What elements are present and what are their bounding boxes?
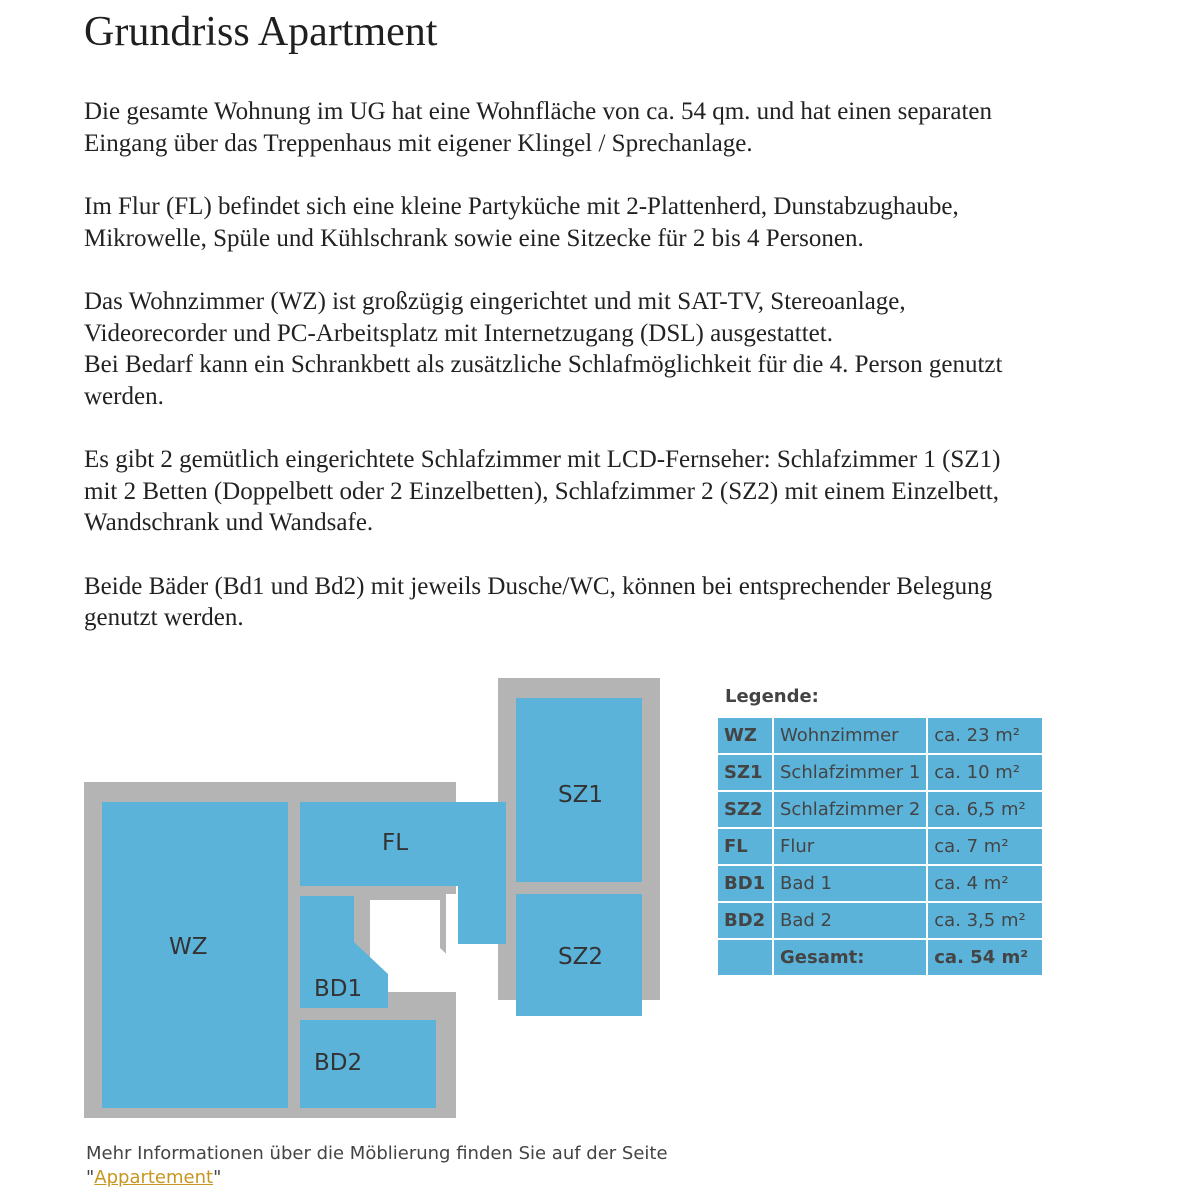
legend-row <box>718 829 1042 864</box>
legend-area: ca. 3,5 m² <box>928 903 1042 938</box>
text-line: Das Wohnzimmer (WZ) ist großzügig eingerichtet und mit SAT-TV, Stereoanlage, <box>84 288 906 315</box>
legend-area: ca. 7 m² <box>928 829 1042 864</box>
description-text <box>84 96 1124 666</box>
floor-plan <box>84 678 664 1122</box>
quote-open: " <box>86 1167 95 1188</box>
floor-plan-drawing <box>84 678 664 1122</box>
legend-total-area: ca. 54 m² <box>928 940 1042 975</box>
legend-room-name: Bad 2 <box>774 903 926 938</box>
legend-row <box>718 755 1042 790</box>
legend-area: ca. 6,5 m² <box>928 792 1042 827</box>
legend-abbr <box>718 940 772 975</box>
legend-room-name: Schlafzimmer 1 <box>774 755 926 790</box>
text-line: genutzt werden. <box>84 604 244 631</box>
paragraph-overview <box>84 96 1124 159</box>
legend-total-row <box>718 940 1042 975</box>
legend-row <box>718 718 1042 753</box>
text-line: Im Flur (FL) befindet sich eine kleine Partyküche mit 2-Plattenherd, Dunstabzughaube, <box>84 193 959 220</box>
legend-room-name: Flur <box>774 829 926 864</box>
footer-link-line <box>86 1166 668 1190</box>
paragraph-flur <box>84 191 1124 254</box>
legend-table <box>716 716 1044 977</box>
text-line: Mikrowelle, Spüle und Kühlschrank sowie eine Sitzecke für 2 bis 4 Personen. <box>84 224 864 252</box>
legend-abbr: BD1 <box>718 866 772 901</box>
legend-abbr: BD2 <box>718 903 772 938</box>
footer-note <box>86 1142 668 1190</box>
text-line: mit 2 Betten (Doppelbett oder 2 Einzelbetten), Schlafzimmer 2 (SZ2) mit einem Einzelbett, <box>84 477 1000 505</box>
text-line: Videorecorder und PC-Arbeitsplatz mit Internetzugang (DSL) ausgestattet. <box>84 319 833 347</box>
quote-close: " <box>213 1167 222 1188</box>
legend-area: ca. 23 m² <box>928 718 1042 753</box>
legend-area: ca. 10 m² <box>928 755 1042 790</box>
legend-room-name: Wohnzimmer <box>774 718 926 753</box>
paragraph-baeder <box>84 571 1124 634</box>
legend-row <box>718 903 1042 938</box>
footer-text: Mehr Informationen über die Möblierung finden Sie auf der Seite <box>86 1143 668 1164</box>
legend-abbr: SZ2 <box>718 792 772 827</box>
empty-area <box>454 1000 664 1122</box>
label-bd2: BD2 <box>314 1050 363 1076</box>
text-line: Die gesamte Wohnung im UG hat eine Wohnfläche von ca. 54 qm. und hat einen separaten <box>84 98 992 125</box>
label-wz: WZ <box>169 934 208 960</box>
appartement-link[interactable]: Appartement <box>94 1167 214 1188</box>
legend-abbr: FL <box>718 829 772 864</box>
text-line: Beide Bäder (Bd1 und Bd2) mit jeweils Dusche/WC, können bei entsprechender Belegung <box>84 572 993 600</box>
legend-room-name: Schlafzimmer 2 <box>774 792 926 827</box>
text-line: werden. <box>84 382 164 410</box>
legend-abbr: SZ1 <box>718 755 772 790</box>
label-sz2: SZ2 <box>558 944 603 970</box>
legend-row <box>718 792 1042 827</box>
text-line: Bei Bedarf kann ein Schrankbett als zusätzliche Schlafmöglichkeit für die 4. Person genutzt <box>84 351 1003 378</box>
page-title: Grundriss Apartment <box>84 9 438 55</box>
legend-room-name: Bad 1 <box>774 866 926 901</box>
legend-row <box>718 866 1042 901</box>
paragraph-wohnzimmer <box>84 286 1124 412</box>
label-sz1: SZ1 <box>558 782 603 808</box>
legend <box>716 686 1044 977</box>
paragraph-schlafzimmer <box>84 444 1124 539</box>
text-line: Es gibt 2 gemütlich eingerichtete Schlafzimmer mit LCD-Fernseher: Schlafzimmer 1 (SZ1) <box>84 446 1001 473</box>
legend-abbr: WZ <box>718 718 772 753</box>
legend-area: ca. 4 m² <box>928 866 1042 901</box>
label-fl: FL <box>382 830 409 856</box>
text-line: Wandschrank und Wandsafe. <box>84 509 374 536</box>
label-bd1: BD1 <box>314 976 363 1002</box>
text-line: Eingang über das Treppenhaus mit eigener Klingel / Sprechanlage. <box>84 129 753 157</box>
legend-total-label: Gesamt: <box>774 940 926 975</box>
legend-title: Legende: <box>725 686 819 707</box>
